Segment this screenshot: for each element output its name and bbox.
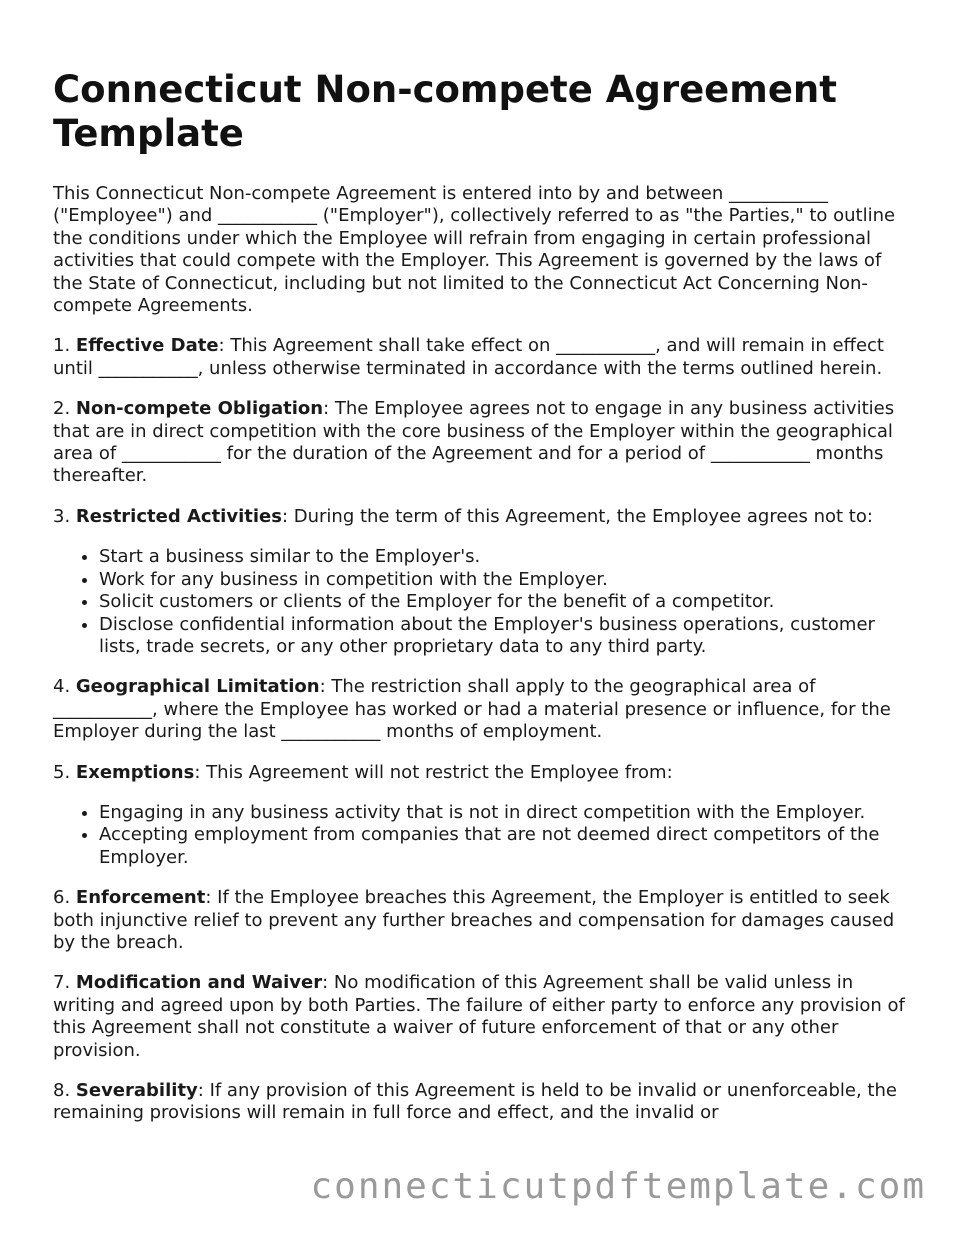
section-heading: Modification and Waiver [75,972,323,994]
list-item: • Solicit customers or clients of the Employer for the benefit of a competitor. [99,591,913,613]
site-watermark: connecticutpdftemplate.com [310,1166,926,1207]
section-5 [53,762,913,784]
section-1 [53,335,913,380]
section-text: : The Employee agrees not to engage in any business activities that are in direct competition with the core business of the Employer within the geographical area of ___________ for the duration of the Agreement and for a period of ___________ months thereafter. [53,398,895,487]
section-text: : This Agreement shall take effect on ___________, and will remain in effect until ___________, unless otherwise terminated in accordance with the terms outlined herein. [53,335,884,379]
section-number: 6. [53,887,76,909]
section-heading: Restricted Activities [75,505,282,527]
section-heading: Geographical Limitation [75,676,320,698]
document-page [53,68,913,1143]
list-item: • Engaging in any business activity that is not in direct competition with the Employer. [99,802,913,824]
section-3 [53,506,913,528]
section-number: 1. [53,335,76,357]
section-text: : This Agreement will not restrict the Employee from: [194,761,673,783]
section-text: : The restriction shall apply to the geographical area of ___________, where the Employee has worked or had a material presence or influence, for the Employer during the last ___________ months of employment. [53,676,891,743]
section-number: 7. [53,972,76,994]
exemptions-list [53,802,913,869]
section-number: 3. [53,505,76,527]
section-text: : During the term of this Agreement, the Employee agrees not to: [281,505,873,527]
list-item: • Disclose confidential information about the Employer's business operations, customer lists, trade secrets, or any other proprietary data to any third party. [99,614,913,659]
list-item: • Work for any business in competition with the Employer. [99,569,913,591]
section-heading: Non-compete Obligation [75,398,324,420]
section-heading: Effective Date [75,335,219,357]
section-heading: Severability [75,1080,198,1101]
restricted-activities-list [53,546,913,658]
section-4 [53,676,913,743]
section-2 [53,398,913,488]
section-6 [53,887,913,954]
section-number: 4. [53,676,76,698]
section-number: 2. [53,398,76,420]
section-8 [53,1080,913,1125]
section-heading: Enforcement [75,887,206,909]
section-text: : If the Employee breaches this Agreement, the Employer is entitled to seek both injunctive relief to prevent any further breaches and compensation for damages caused by the breach. [53,887,895,953]
section-7 [53,972,913,1062]
section-text: : No modification of this Agreement shall be valid unless in writing and agreed upon by both Parties. The failure of either party to enforce any provision of this Agreement shall not constitute a waiver of future enforcement of that or any other provision. [53,972,905,1061]
section-text: : If any provision of this Agreement is held to be invalid or unenforceable, the remaining provisions will remain in full force and effect, and the invalid or [53,1080,897,1124]
list-item: • Start a business similar to the Employer's. [99,546,913,568]
list-item: • Accepting employment from companies that are not deemed direct competitors of the Employer. [99,824,913,869]
section-number: 8. [53,1080,76,1101]
document-title: Connecticut Non-compete Agreement Template [53,68,837,155]
section-heading: Exemptions [75,761,195,783]
intro-paragraph: This Connecticut Non-compete Agreement is entered into by and between ___________ ("Employee") and ___________ ("Employer"), collectively referred to as "the Parties," to outline the conditions under which the Employee will refrain from engaging in certain professional activities that could compete with the Employer. This Agreement is governed by the laws of the State of Connecticut, including but not limited to the Connecticut Act Concerning Non-compete Agreements. [53,183,896,317]
section-number: 5. [53,761,76,783]
